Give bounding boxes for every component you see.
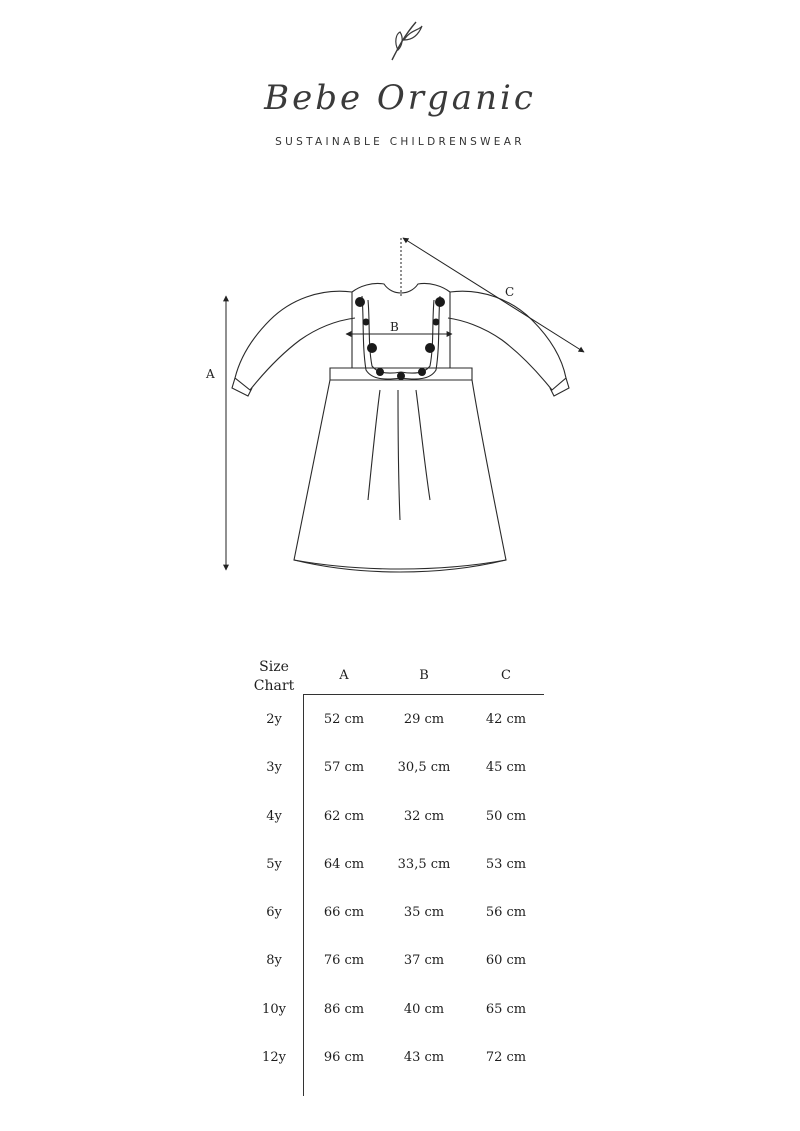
table-row: [240, 1050, 560, 1098]
header-size-line2: Chart: [253, 678, 295, 694]
header-divider: [303, 694, 544, 695]
header-col-a: A: [339, 668, 349, 683]
b-cell: 33,5 cm: [397, 856, 451, 872]
a-cell: 62 cm: [323, 808, 365, 824]
c-cell: 56 cm: [485, 905, 527, 921]
header-col-b: B: [419, 668, 429, 683]
right-sleeve: [448, 291, 566, 390]
b-cell: 29 cm: [403, 712, 445, 727]
table-row: [240, 760, 560, 808]
a-cell: 96 cm: [323, 1050, 365, 1066]
a-cell: 64 cm: [323, 856, 365, 872]
embroidered-bib: [362, 296, 440, 379]
leaf-sprig-icon: [384, 14, 424, 64]
b-cell: 32 cm: [403, 808, 445, 824]
size-cell: 12y: [262, 1050, 286, 1066]
size-cell: 6y: [266, 905, 282, 921]
c-cell: 45 cm: [485, 760, 527, 776]
a-cell: 66 cm: [323, 905, 365, 921]
a-cell: 86 cm: [323, 1001, 365, 1017]
c-cell: 60 cm: [485, 953, 527, 969]
table-row: [240, 1002, 560, 1050]
table-row: [240, 953, 560, 1001]
dress-measurement-diagram: [0, 220, 800, 600]
size-cell: 2y: [266, 712, 282, 727]
measurement-c-label: C: [505, 285, 515, 299]
brand-name: Bebe Organic: [264, 78, 536, 118]
skirt: [294, 380, 506, 569]
b-cell: 30,5 cm: [397, 760, 451, 776]
table-row: [240, 809, 560, 857]
size-cell: 4y: [266, 808, 282, 824]
a-cell: 76 cm: [323, 953, 365, 969]
b-cell: 43 cm: [403, 1050, 445, 1066]
b-cell: 35 cm: [403, 905, 445, 921]
header-col-c: C: [501, 668, 511, 683]
size-cell: 10y: [262, 1001, 286, 1017]
brand-tagline: SUSTAINABLE CHILDRENSWEAR: [275, 136, 525, 148]
measurement-b-label: B: [390, 320, 399, 334]
table-row: [240, 857, 560, 905]
table-row: [240, 712, 560, 760]
size-chart-rows: [240, 712, 560, 1098]
table-row: [240, 905, 560, 953]
size-cell: 3y: [266, 760, 282, 776]
size-chart-header: [250, 658, 298, 696]
size-cell: 8y: [266, 953, 282, 969]
bodice: [352, 283, 450, 368]
c-cell: 42 cm: [485, 712, 527, 727]
a-cell: 57 cm: [323, 760, 365, 776]
measurement-a-label: A: [206, 367, 215, 381]
c-cell: 53 cm: [485, 856, 527, 872]
header-size-line1: Size: [259, 659, 289, 675]
b-cell: 37 cm: [403, 953, 445, 969]
b-cell: 40 cm: [403, 1001, 445, 1017]
a-cell: 52 cm: [323, 712, 365, 727]
size-cell: 5y: [266, 856, 282, 872]
c-cell: 65 cm: [485, 1001, 527, 1017]
c-cell: 50 cm: [485, 808, 527, 824]
c-cell: 72 cm: [485, 1050, 527, 1066]
left-sleeve: [235, 291, 355, 390]
size-chart-table: [240, 652, 560, 1102]
